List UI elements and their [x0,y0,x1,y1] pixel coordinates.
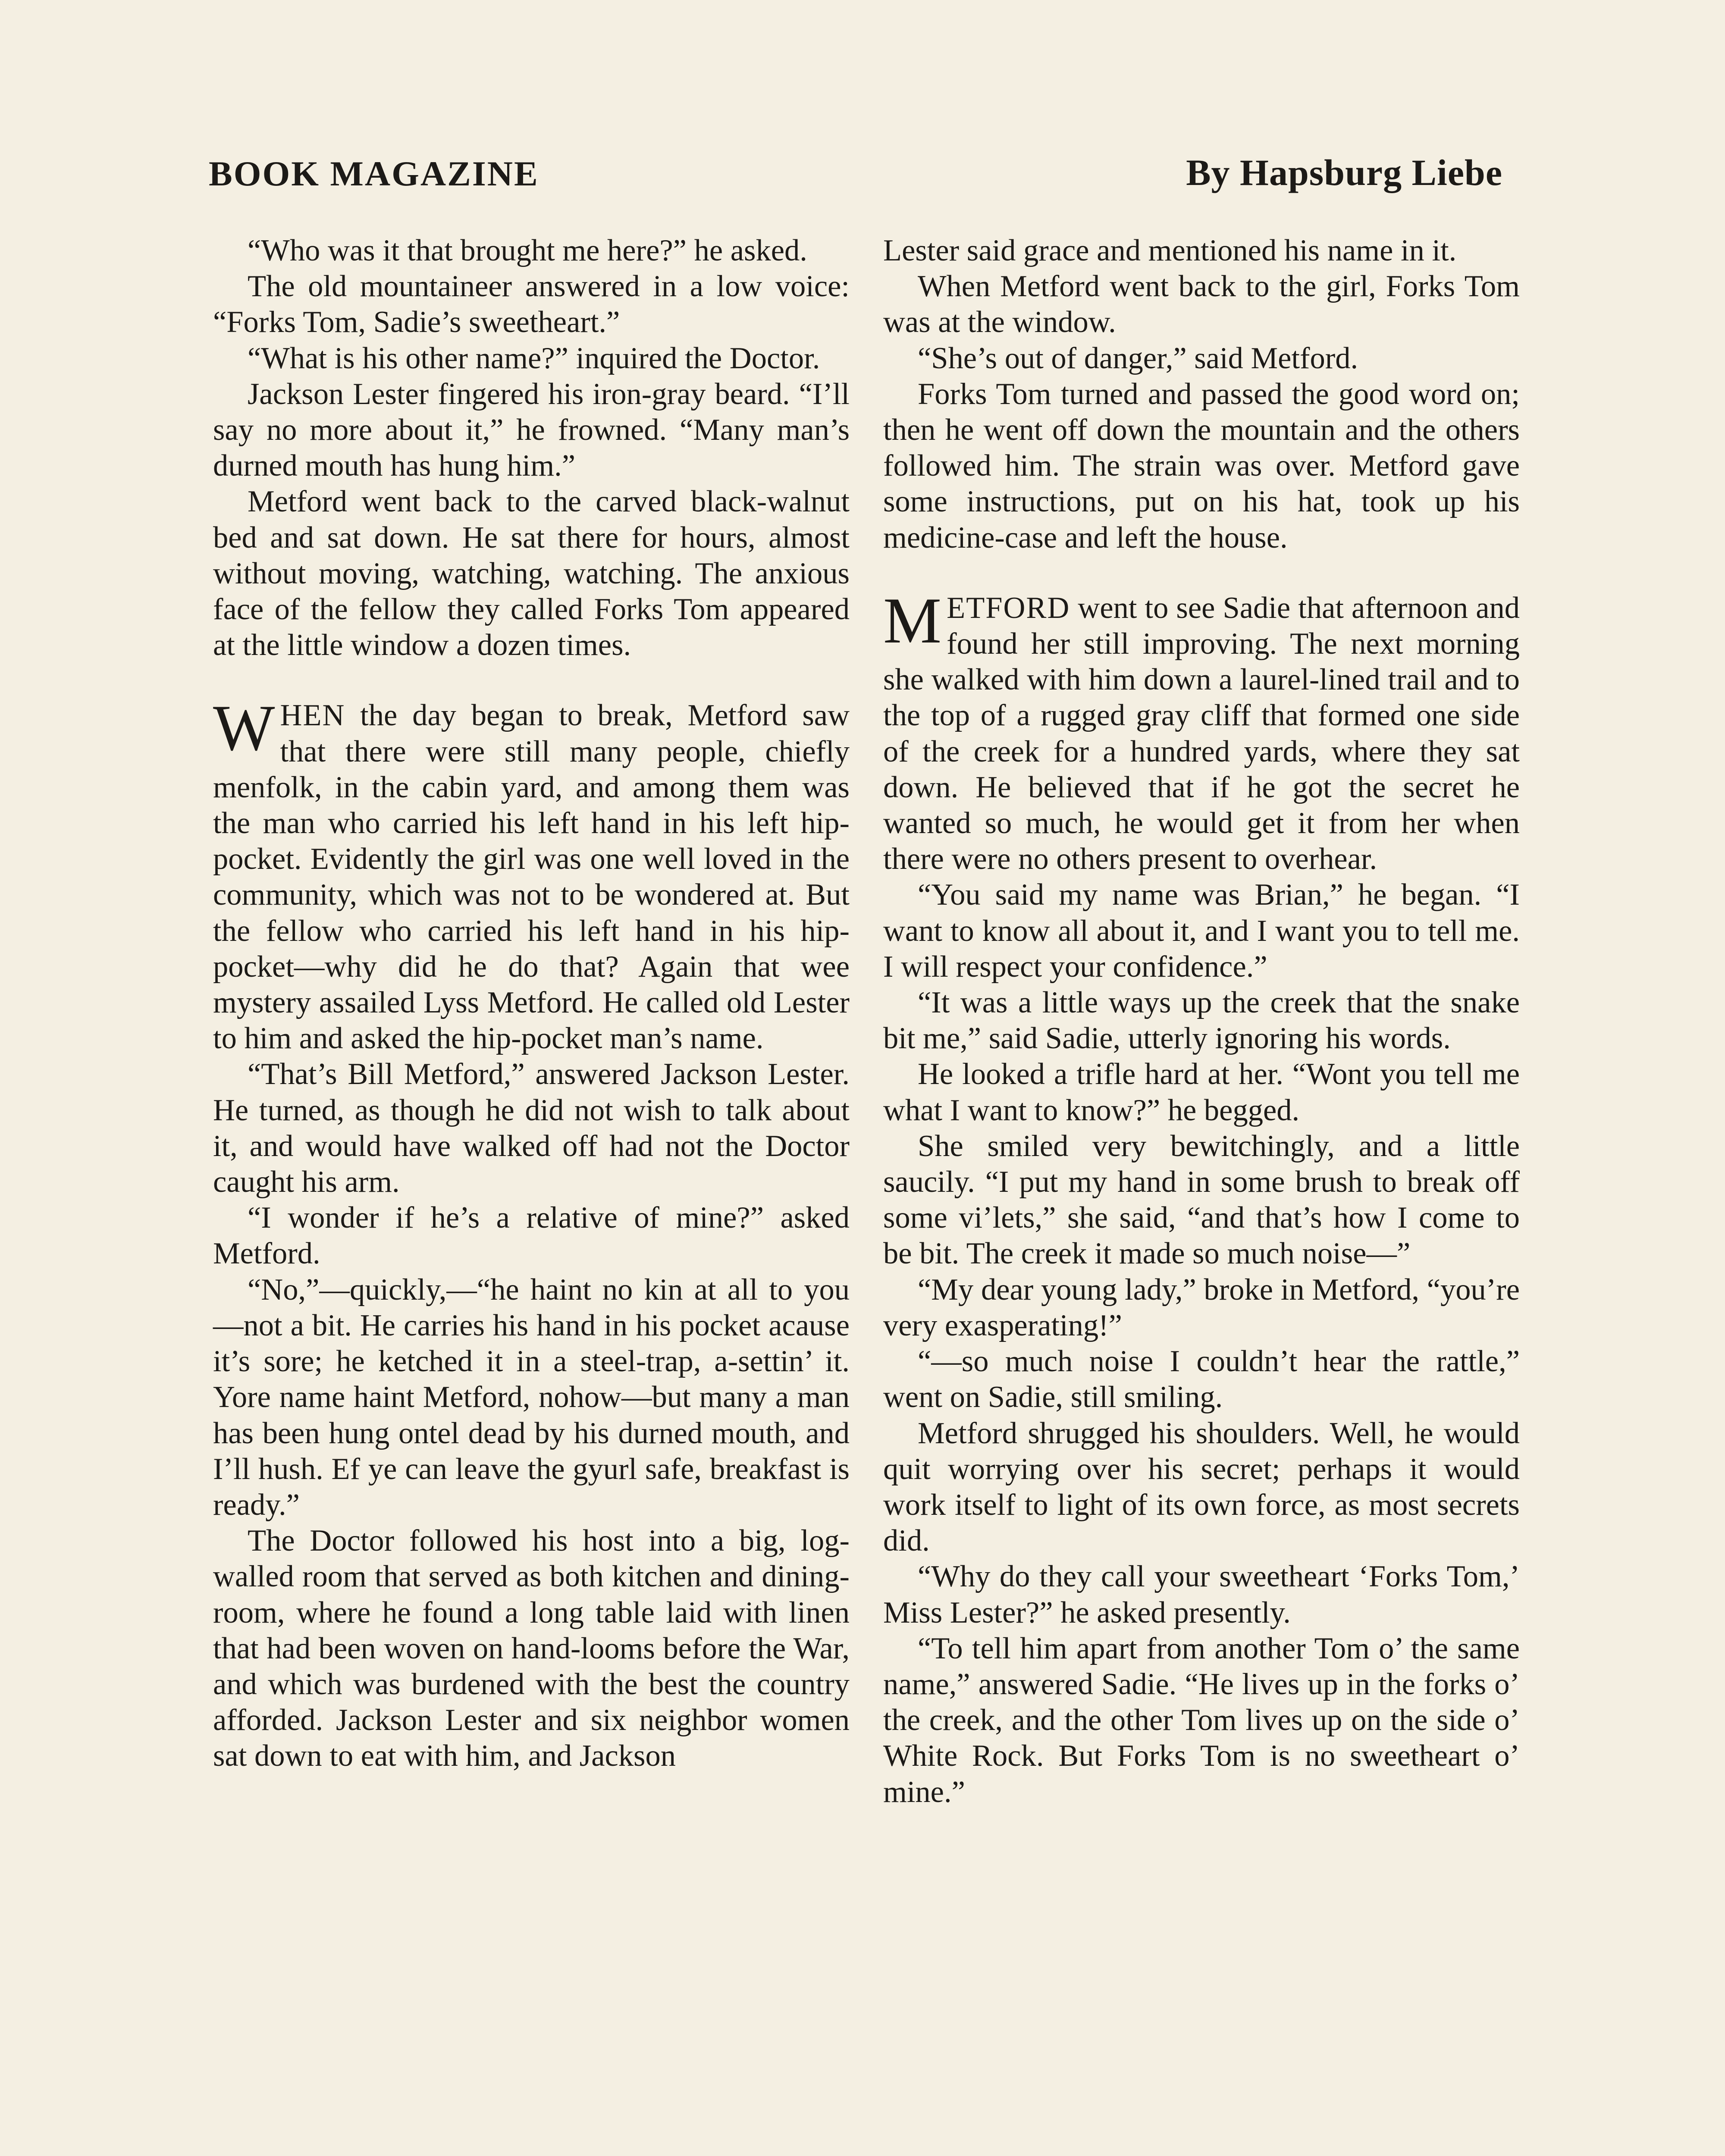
paragraph: Forks Tom turned and passed the good word on; then he went off down the mountain and the others followed him. The strain was over. Metford gave some instructions, put on his hat, took up his medicine-case and left the house. [883,377,1520,555]
author-byline: By Hapsburg Liebe [1186,152,1502,193]
paragraph: The Doctor followed his host into a big, log-walled room that served as both kitchen and dining-room, where he found a long table laid with linen that had been woven on hand-looms before the War, and which was burdened with the best the country afforded. Jackson Lester and six neighbor women sat down to eat with him, and Jackson [213,1524,850,1773]
paragraph: “That’s Bill Metford,” answered Jackson Lester. He turned, as though he did not wish to talk about it, and would have walked off had not the Doctor caught his arm. [213,1057,850,1199]
paragraph: He looked a trifle hard at her. “Wont you tell me what I want to know?” he begged. [883,1057,1520,1127]
drop-cap: W [213,692,275,765]
drop-cap: M [883,584,942,657]
running-header [209,147,1502,194]
section-break [883,556,1520,590]
paragraph: “Who was it that brought me here?” he asked. [248,234,807,267]
paragraph: “Why do they call your sweetheart ‘Forks Tom,’ Miss Lester?” he asked presently. [883,1560,1520,1630]
dropcap-paragraph [213,692,850,1056]
paragraph-text: went to see Sadie that afternoon and found her still improving. The next morning she walked with him down a laurel-lined trail and to the top of a rugged gray cliff that formed one side of the creek for a hundred yards, where they sat down. He believed that if he got the secret he wanted so much, he would get it from her when there were no others present to overhear. [883,591,1520,876]
paragraph-text: the day began to break, Metford saw that there were still many people, chiefly menfolk, in the cabin yard, and among them was the man who carried his left hand in his left hip-pocket. Evidently the girl was one well loved in the community, which was not to be wondered at. But the fellow who carried his left hand in his hip-pocket—why did he do that? Again that wee mystery assailed Lyss Metford. He called old Lester to him and asked the hip-pocket man’s name. [213,699,850,1056]
paragraph: “You said my name was Brian,” he began. “I want to know all about it, and I want you to tell me. I will respect your confidence.” [883,878,1520,984]
small-caps-lead: ETFORD [947,591,1070,625]
magazine-title: BOOK MAGAZINE [209,154,539,193]
left-column [213,233,850,1774]
section-break [213,663,850,698]
paragraph: Lester said grace and mentioned his name in it. [883,234,1457,267]
paragraph: She smiled very bewitchingly, and a little saucily. “I put my hand in some brush to break off some vi’lets,” she said, “and that’s how I come to be bit. The creek it made so much noise—” [883,1129,1520,1271]
paragraph: When Metford went back to the girl, Forks Tom was at the window. [883,270,1520,339]
paragraph: “What is his other name?” inquired the Doctor. [248,341,820,375]
small-caps-lead: HEN [280,699,345,733]
paragraph: “My dear young lady,” broke in Metford, “you’re very exasperating!” [883,1272,1520,1342]
right-column [883,233,1520,1810]
paragraph: “It was a little ways up the creek that the snake bit me,” said Sadie, utterly ignoring his words. [883,986,1520,1056]
dropcap-paragraph [883,584,1520,877]
paragraph: Metford went back to the carved black-walnut bed and sat down. He sat there for hours, almost without moving, watching, watching. The anxious face of the fellow they called Forks Tom appeared at the little window a dozen times. [213,485,850,662]
paragraph: Metford shrugged his shoulders. Well, he would quit worrying over his secret; perhaps it would work itself to light of its own force, as most secrets did. [883,1416,1520,1558]
paragraph: “No,”—quickly,—“he haint no kin at all to you—not a bit. He carries his hand in his pocket acause it’s sore; he ketched it in a steel-trap, a-settin’ it. Yore name haint Metford, nohow—but many a man has been hung ontel dead by his durned mouth, and I’ll hush. Ef ye can leave the gyurl safe, breakfast is ready.” [213,1272,850,1522]
paragraph: “—so much noise I couldn’t hear the rattle,” went on Sadie, still smiling. [883,1344,1520,1414]
paragraph: “She’s out of danger,” said Metford. [918,341,1358,375]
paragraph: The old mountaineer answered in a low voice: “Forks Tom, Sadie’s sweetheart.” [213,270,850,339]
paragraph: Jackson Lester fingered his iron-gray beard. “I’ll say no more about it,” he frowned. “Many man’s durned mouth has hung him.” [213,377,850,483]
paragraph: “I wonder if he’s a relative of mine?” asked Metford. [213,1201,850,1271]
paragraph: “To tell him apart from another Tom o’ the same name,” answered Sadie. “He lives up in the forks o’ the creek, and the other Tom lives up on the side o’ White Rock. But Forks Tom is no sweetheart o’ mine.” [883,1631,1520,1809]
